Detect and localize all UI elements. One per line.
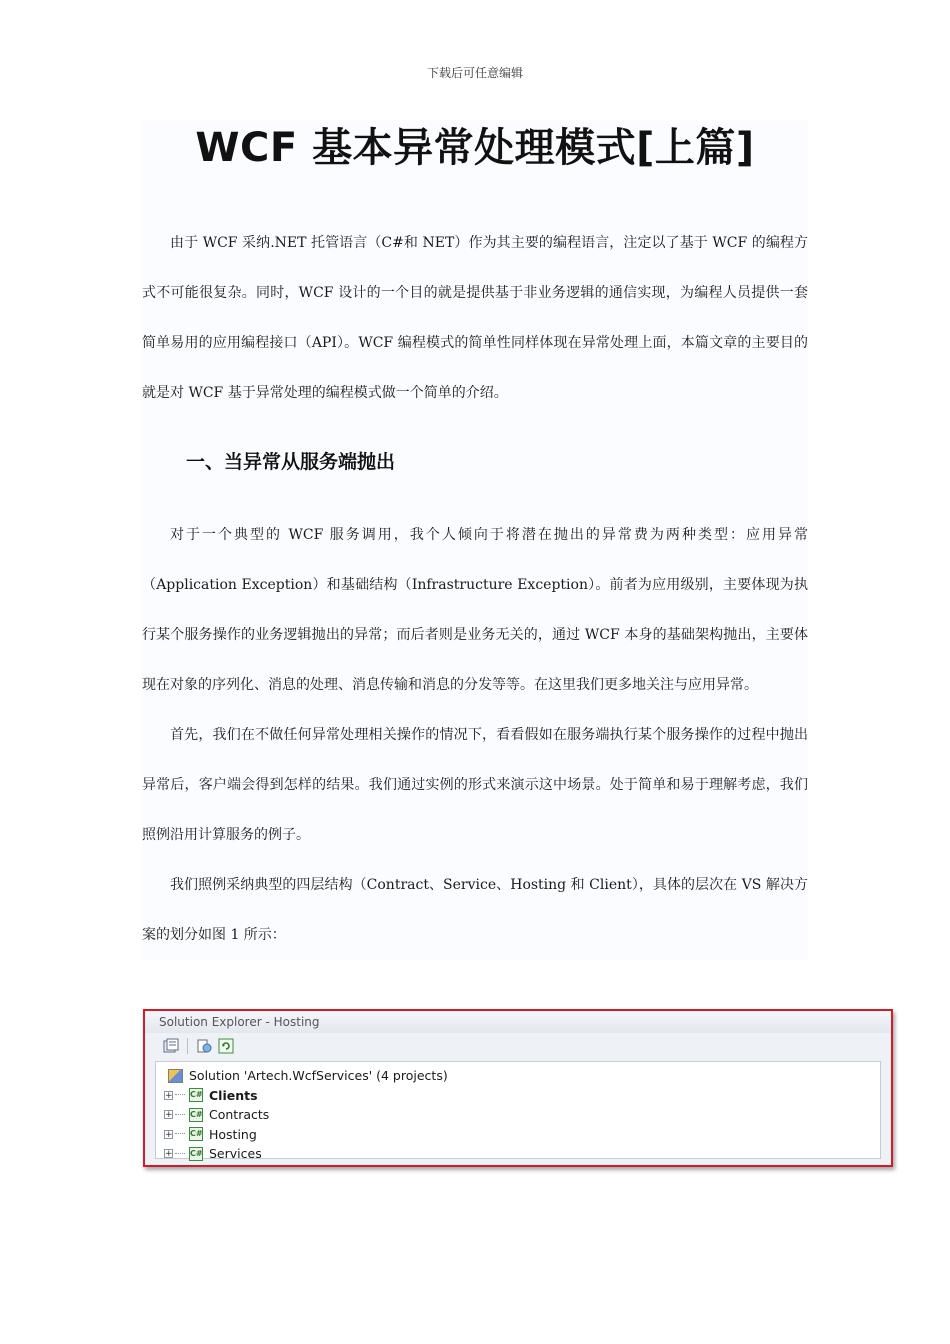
tree-connector	[175, 1133, 185, 1135]
section-paragraph-2: 首先，我们在不做任何异常处理相关操作的情况下，看看假如在服务端执行某个服务操作的过程中抛出异常后，客户端会得到怎样的结果。我们通过实例的形式来演示这中场景。处于简单和易于理解考虑，我们照例沿用计算服务的例子。	[142, 727, 808, 843]
article-body	[142, 120, 808, 960]
solution-explorer-screenshot	[143, 1009, 893, 1167]
section-heading: 一、当异常从服务端抛出	[186, 451, 396, 473]
project-label: Clients	[209, 1087, 258, 1103]
solution-label: Solution 'Artech.WcfServices' (4 projects)	[189, 1068, 448, 1084]
tree-connector	[175, 1153, 185, 1155]
intro-paragraph: 由于 WCF 采纳.NET 托管语言（C#和 NET）作为其主要的编程语言，注定以了基于 WCF 的编程方式不可能很复杂。同时，WCF 设计的一个目的就是提供基于非业务逻辑的通信实现，为编程人员提供一套简单易用的应用编程接口（API）。WCF 编程模式的简单性同样体现在异常处理上面，本篇文章的主要目的就是对 WCF 基于异常处理的编程模式做一个简单的介绍。	[142, 235, 808, 401]
expand-icon[interactable]: +	[165, 1090, 173, 1101]
csharp-project-icon: C#	[189, 1127, 203, 1141]
solution-explorer-toolbar	[145, 1033, 891, 1059]
refresh-icon[interactable]	[218, 1038, 234, 1054]
csharp-project-icon: C#	[189, 1088, 203, 1102]
tree-connector	[175, 1114, 185, 1116]
solution-node[interactable]	[156, 1066, 880, 1086]
expand-icon[interactable]: +	[165, 1149, 173, 1160]
project-label: Services	[209, 1146, 262, 1162]
expand-icon[interactable]: +	[165, 1110, 173, 1121]
show-all-files-icon[interactable]	[196, 1038, 212, 1054]
tree-node-services[interactable]	[156, 1144, 880, 1164]
tree-node-hosting[interactable]	[156, 1125, 880, 1145]
document-title: WCF 基本异常处理模式[上篇]	[195, 125, 755, 171]
tree-connector	[175, 1094, 185, 1096]
toolbar-separator	[187, 1038, 188, 1054]
tree-node-contracts[interactable]	[156, 1105, 880, 1125]
section-paragraph-3: 我们照例采纳典型的四层结构（Contract、Service、Hosting 和 Client），具体的层次在 VS 解决方案的划分如图 1 所示：	[142, 877, 808, 943]
project-label: Hosting	[209, 1126, 257, 1142]
project-label: Contracts	[209, 1107, 270, 1123]
tree-node-clients[interactable]	[156, 1086, 880, 1106]
solution-explorer-title: Solution Explorer - Hosting	[145, 1011, 891, 1033]
expand-icon[interactable]: +	[165, 1129, 173, 1140]
solution-tree	[155, 1061, 881, 1162]
csharp-project-icon: C#	[189, 1147, 203, 1161]
page-header: 下载后可任意编辑	[426, 66, 523, 80]
section-paragraph-1: 对于一个典型的 WCF 服务调用，我个人倾向于将潜在抛出的异常费为两种类型：应用异常（Application Exception）和基础结构（Infrastructure Exception）。前者为应用级别，主要体现为执行某个服务操作的业务逻辑抛出的异常；而后者则是业务无关的，通过 WCF 本身的基础架构抛出，主要体现在对象的序列化、消息的处理、消息传输和消息的分发等等。在这里我们更多地关注与应用异常。	[142, 527, 808, 693]
csharp-project-icon: C#	[189, 1108, 203, 1122]
solution-icon	[168, 1069, 183, 1083]
properties-icon[interactable]	[163, 1038, 179, 1054]
